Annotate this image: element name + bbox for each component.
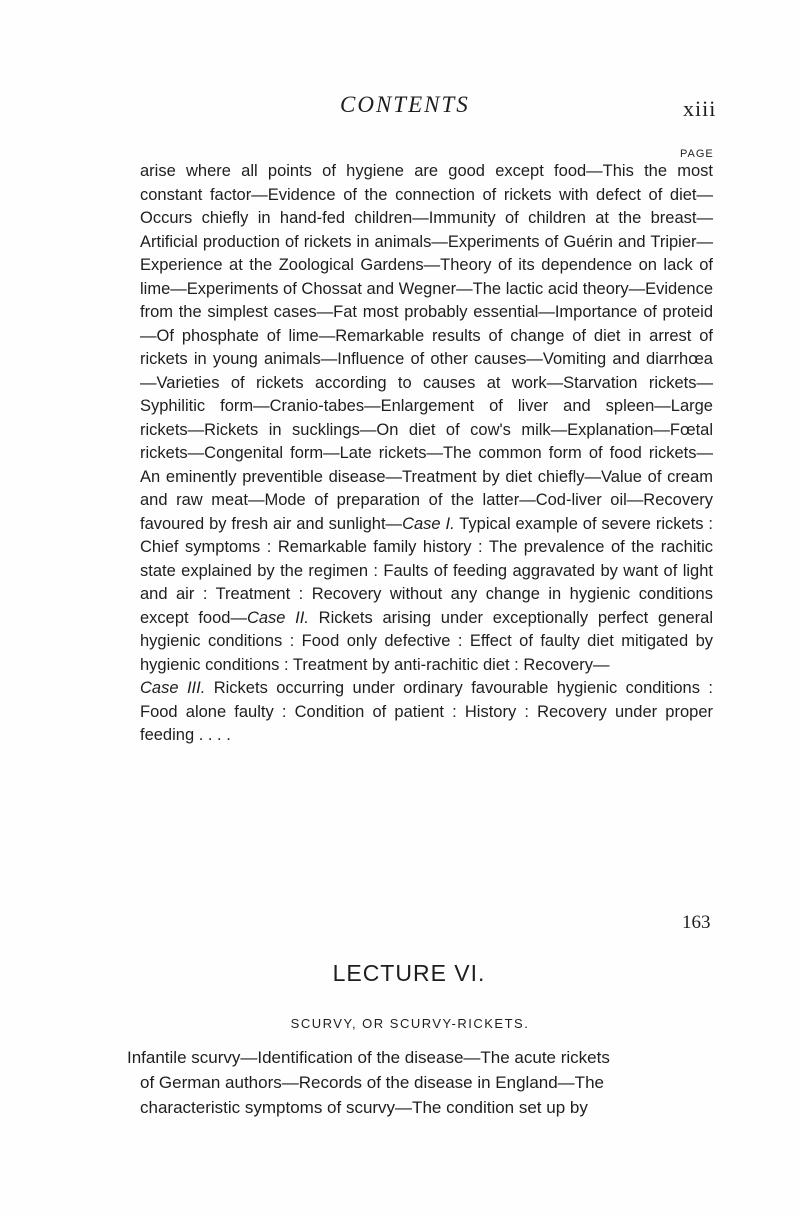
lecture-contents-entry bbox=[127, 1045, 687, 1120]
folio-number: xiii bbox=[683, 96, 717, 121]
contents-entry bbox=[140, 160, 713, 748]
entry-text: arise where all points of hygiene are good except food—This the most constant factor—Evidence of the connection of rickets with defect of diet—Occurs chiefly in hand-fed children—Immunity of children at the breast—Artificial production of rickets in animals—Experiments of Guérin and Tripier—Experience at the Zoological Gardens—Theory of its dependence on lack of lime—Experiments of Chossat and Wegner—The lactic acid theory—Evidence from the simplest cases—Fat most probably essential—Importance of proteid—Of phosphate of lime—Remarkable results of change of diet in arrest of rickets in young animals—Influence of other causes—Vomiting and diarrhœa—Varieties of rickets according to causes at work—Starvation rickets—Syphilitic form—Cranio-tabes—Enlargement of liver and spleen—Large rickets—Rickets in sucklings—On diet of cow's milk—Explanation—Fœtal rickets—Congenital form—Late rickets—The common form of food rickets—An eminently preventible disease—Treatment by diet chiefly—Value of cream and raw meat—Mode of preparation of the latter—Cod-liver oil—Recovery favoured by fresh air and sunlight— bbox=[140, 162, 713, 533]
case-3-label: Case III. bbox=[140, 679, 206, 697]
entry-page-number: 163 bbox=[682, 912, 711, 933]
dot-leader: . . . . bbox=[194, 726, 231, 744]
case-2-text: Rickets arising under exceptionally perfect general hygienic conditions : Food only defective : Effect of faulty diet mitigated by hygienic conditions : Treatment by anti-rachitic diet : Recovery— bbox=[140, 608, 714, 674]
case-1-label: Case I. bbox=[402, 514, 455, 533]
lecture-line: of German authors—Records of the disease in England—The bbox=[140, 1073, 604, 1092]
lecture-line: Infantile scurvy—Identification of the disease—The acute rickets bbox=[127, 1048, 610, 1067]
running-head bbox=[0, 92, 800, 132]
lecture-subtitle: SCURVY, OR SCURVY-RICKETS. bbox=[290, 1016, 530, 1031]
running-title: CONTENTS bbox=[340, 92, 470, 117]
lecture-heading: LECTURE VI. bbox=[332, 960, 486, 986]
case-3-text: Rickets occurring under ordinary favourable hygienic conditions : Food alone faulty : Condition of patient : History : Recovery under proper feeding bbox=[140, 679, 713, 744]
case-1-text: Typical example of severe rickets : Chief symptoms : Remarkable family history : The prevalence of the rachitic state explained by the regimen : Faults of feeding aggravated by want of light and air : Treatment : Recovery without any change in hygienic conditions except food— bbox=[140, 514, 714, 627]
lecture-line: characteristic symptoms of scurvy—The condition set up by bbox=[140, 1098, 588, 1117]
page-column-label: PAGE bbox=[680, 148, 714, 160]
case-2-label: Case II. bbox=[246, 608, 309, 627]
